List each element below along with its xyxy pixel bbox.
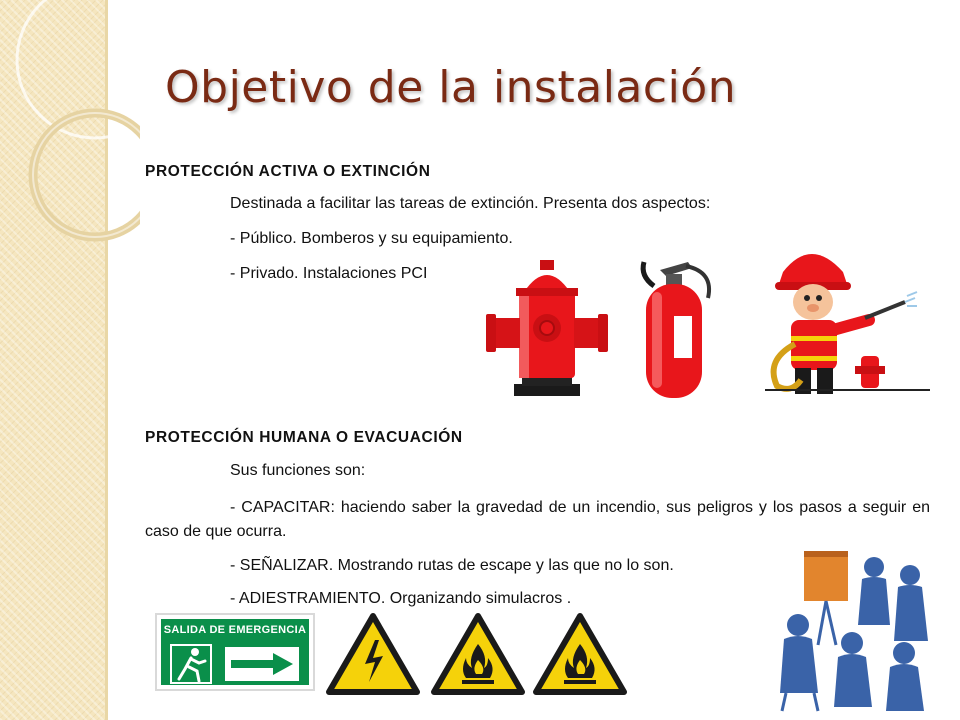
flammable-hazard-sign-icon bbox=[430, 612, 526, 696]
human-item-capacitar: - CAPACITAR: haciendo saber la gravedad de un incendio, sus peligros y los pasos a seguir en caso de que ocurra. bbox=[145, 499, 930, 540]
heading-active-protection: PROTECCIÓN ACTIVA O EXTINCIÓN bbox=[145, 163, 431, 180]
flammable-hazard-sign-icon-2 bbox=[532, 612, 628, 696]
running-person-arrow-icon bbox=[169, 643, 305, 685]
fire-extinguisher-image bbox=[630, 252, 720, 402]
slide-title: Objetivo de la instalación bbox=[165, 62, 737, 113]
active-protection-intro: Destinada a facilitar las tareas de extinción. Presenta dos aspectos: bbox=[230, 195, 711, 212]
emergency-exit-sign bbox=[155, 613, 315, 691]
training-meeting-image bbox=[778, 545, 934, 715]
active-item-public: - Público. Bomberos y su equipamiento. bbox=[230, 230, 513, 247]
active-item-private: - Privado. Instalaciones PCI bbox=[230, 265, 428, 282]
exit-sign-label: SALIDA DE EMERGENCIA bbox=[163, 624, 307, 636]
electrical-hazard-sign-icon bbox=[325, 612, 421, 696]
fire-hydrant-image bbox=[472, 252, 622, 402]
human-protection-intro: Sus funciones son: bbox=[230, 462, 366, 479]
decorative-circles bbox=[0, 0, 140, 320]
human-item-senalizar: - SEÑALIZAR. Mostrando rutas de escape y las que no lo son. bbox=[230, 557, 674, 574]
human-item-adiestramiento: - ADIESTRAMIENTO. Organizando simulacros . bbox=[230, 590, 572, 607]
heading-human-protection: PROTECCIÓN HUMANA O EVACUACIÓN bbox=[145, 429, 463, 446]
firefighter-image bbox=[765, 240, 930, 405]
